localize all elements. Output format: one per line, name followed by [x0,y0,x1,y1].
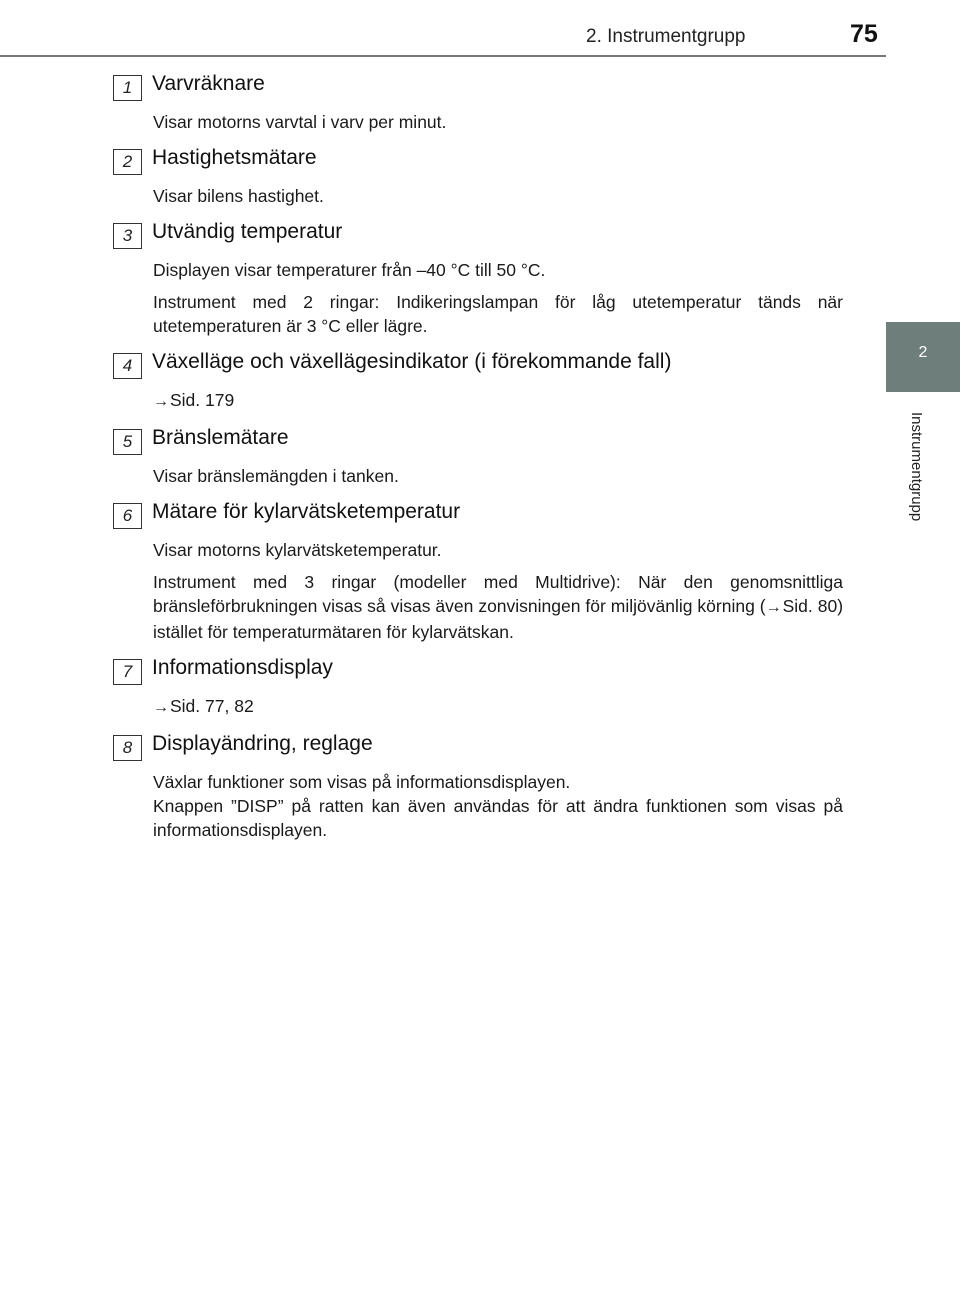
header-section-title: 2. Instrumentgrupp [586,26,746,47]
legend-item [113,654,843,720]
item-description-text: ) istället för temperaturmätaren för kylarvätskan. [153,596,844,642]
legend-item [113,498,843,644]
item-description: Instrument med 2 ringar: Indikeringslampan för låg utetemperatur tänds när utetemperaturen är 3 °C eller lägre. [153,292,843,336]
item-description: Visar motorns kylarvätsketemperatur. [153,540,442,560]
item-title: Varvräknare [152,72,265,95]
chapter-title: Instrumentgrupp [908,412,925,522]
item-title: Displayändring, reglage [152,732,373,755]
page-reference-text: Sid. 77, 82 [170,696,254,716]
item-title: Bränslemätare [152,426,289,449]
item-title: Utvändig temperatur [152,220,343,243]
legend-item [113,70,843,134]
item-description: Visar motorns varvtal i varv per minut. [153,112,447,132]
arrow-right-icon: → [153,393,169,410]
item-number-badge: 7 [113,659,142,685]
chapter-side-tab [886,322,960,592]
legend-item [113,348,843,414]
header-divider [0,55,886,57]
legend-item [113,144,843,208]
chapter-tab-block [886,322,960,392]
arrow-right-icon: → [153,699,169,716]
item-title: Hastighetsmätare [152,146,317,169]
item-title: Växelläge och växellägesindikator (i förekommande fall) [152,350,672,373]
item-number-badge: 1 [113,75,142,101]
legend-list [113,70,843,852]
legend-item [113,424,843,488]
page-reference-text: Sid. 179 [170,390,235,410]
legend-item [113,730,843,842]
page-number: 75 [850,20,878,48]
arrow-right-icon: → [765,599,782,616]
item-description: Växlar funktioner som visas på informationsdisplayen. [153,772,571,792]
item-number-badge: 4 [113,353,142,379]
legend-item [113,218,843,338]
item-title: Informationsdisplay [152,656,333,679]
item-number-badge: 8 [113,735,142,761]
item-number-badge: 3 [113,223,142,249]
item-description-text: Instrument med 3 ringar (modeller med Multidrive): När den genomsnittliga bränsleförbrukningen visas så visas även zonvisningen för miljövänlig körning ( [153,572,843,616]
item-number-badge: 2 [113,149,142,175]
item-number-badge: 5 [113,429,142,455]
item-title: Mätare för kylarvätsketemperatur [152,500,461,523]
page-reference[interactable] [153,388,843,414]
page-reference[interactable] [153,694,843,720]
item-description: Knappen ”DISP” på ratten kan även användas för att ändra funktionen som visas på informationsdisplayen. [153,796,843,840]
item-number-badge: 6 [113,503,142,529]
item-description: Visar bränslemängden i tanken. [153,466,399,486]
item-description: Displayen visar temperaturer från –40 °C till 50 °C. [153,260,546,280]
item-description: Visar bilens hastighet. [153,186,324,206]
chapter-number: 2 [918,344,928,361]
item-description [153,570,843,644]
inline-page-reference[interactable]: Sid. 80 [782,596,838,616]
